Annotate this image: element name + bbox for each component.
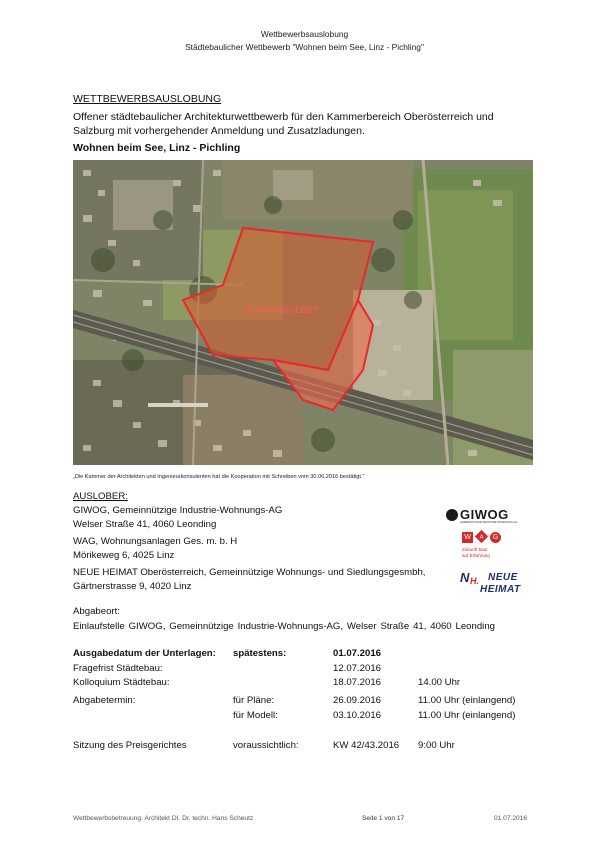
- neue-heimat-word-1: NEUE: [488, 572, 518, 583]
- schedule-row-2-col-a: Fragefrist Städtebau:: [73, 663, 163, 674]
- schedule-row-6-col-d: 9:00 Uhr: [418, 740, 455, 751]
- auslober-2-address: Mörikeweg 6, 4025 Linz: [73, 550, 175, 561]
- auslober-1-address: Welser Straße 41, 4060 Leonding: [73, 519, 217, 530]
- wag-tagline-1: Zukunft baut: [462, 547, 488, 552]
- wag-logo: [462, 530, 512, 564]
- giwog-mark-icon: [446, 509, 458, 521]
- schedule-row-1-col-b: spätestens:: [233, 648, 287, 659]
- neue-heimat-n: N: [460, 570, 470, 585]
- schedule-row-3-col-d: 14.00 Uhr: [418, 677, 461, 688]
- project-title: Wohnen beim See, Linz - Pichling: [73, 142, 241, 154]
- auslober-3-address: Gärtnerstrasse 9, 4020 Linz: [73, 581, 192, 592]
- footer-date: 01.07.2016: [494, 815, 528, 822]
- schedule-row-3-col-c: 18.07.2016: [333, 677, 382, 688]
- schedule-row-4-col-a: Abgabetermin:: [73, 695, 136, 706]
- schedule-row-4-col-c: 26.09.2016: [333, 695, 382, 706]
- abgabeort-value: Einlaufstelle GIWOG, Gemeinnützige Industrie-Wohnungs-AG, Welser Straße 41, 4060 Leonding: [73, 621, 495, 632]
- wag-letter-g: G: [490, 532, 501, 543]
- schedule-row-4-col-b: für Pläne:: [233, 695, 275, 706]
- schedule-row-6-col-b: voraussichtlich:: [233, 740, 299, 751]
- auslober-2-name: WAG, Wohnungsanlagen Ges. m. b. H: [73, 536, 238, 547]
- wag-letter-w: W: [462, 532, 473, 543]
- intro-line-2: Salzburg mit vorhergehender Anmeldung und Zusatzladungen.: [73, 125, 365, 137]
- section-title: WETTBEWERBSAUSLOBUNG: [73, 93, 222, 105]
- giwog-logo: [446, 508, 532, 526]
- auslober-heading: AUSLOBER:: [73, 491, 128, 502]
- footer-page-number: Seite 1 von 17: [362, 815, 405, 822]
- aerial-site-map: [73, 160, 533, 465]
- document-header-subtitle: Städtebaulicher Wettbewerb "Wohnen beim See, Linz - Pichling": [185, 42, 424, 52]
- auslober-3-name: NEUE HEIMAT Oberösterreich, Gemeinnützige Wohnungs- und Siedlungsgesmbh,: [73, 567, 426, 578]
- map-caption: „Die Kammer der Architekten und Ingenieurkonsulenten hat die Kooperation mit Schreiben vom 30.06.2016 bestätigt.": [73, 474, 365, 480]
- scale-bar: [148, 403, 208, 407]
- aerial-photo-svg: [73, 160, 533, 465]
- schedule-row-2-col-c: 12.07.2016: [333, 663, 382, 674]
- giwog-subline: GEMEINNÜTZIGE INDUSTRIE-WOHNUNGS-AG: [460, 521, 518, 524]
- giwog-wordmark: GIWOG: [460, 507, 509, 522]
- abgabeort-label: Abgabeort:: [73, 606, 120, 617]
- schedule-row-1-col-c: 01.07.2016: [333, 648, 382, 659]
- planning-area-label: PLANUNGSGEBIET: [245, 306, 319, 315]
- intro-line-1: Offener städtebaulicher Architekturwettbewerb für den Kammerbereich Oberösterreich und: [73, 111, 494, 123]
- wag-letter-a: A: [475, 530, 488, 543]
- schedule-row-6-col-a: Sitzung des Preisgerichtes: [73, 740, 187, 751]
- schedule-row-5-col-d: 11.00 Uhr (einlangend): [418, 710, 516, 721]
- schedule-row-4-col-d: 11.00 Uhr (einlangend): [418, 695, 516, 706]
- neue-heimat-h: H.: [470, 576, 479, 586]
- neue-heimat-word-2: HEIMAT: [480, 584, 521, 595]
- document-header-title: Wettbewerbsauslobung: [260, 29, 349, 39]
- schedule-row-6-col-c: KW 42/43.2016: [333, 740, 400, 751]
- auslober-1-name: GIWOG, Gemeinnützige Industrie-Wohnungs-AG: [73, 505, 283, 516]
- schedule-row-5-col-b: für Modell:: [233, 710, 278, 721]
- neue-heimat-logo: [460, 570, 530, 598]
- schedule-row-5-col-c: 03.10.2016: [333, 710, 382, 721]
- footer-left: Wettbewerbsbetreuung: Architekt DI. Dr. techn. Hans Scheutz: [73, 815, 254, 822]
- schedule-row-3-col-a: Kolloquium Städtebau:: [73, 677, 170, 688]
- schedule-row-1-col-a: Ausgabedatum der Unterlagen:: [73, 648, 216, 659]
- wag-tagline-2: auf Erfahrung: [462, 553, 490, 558]
